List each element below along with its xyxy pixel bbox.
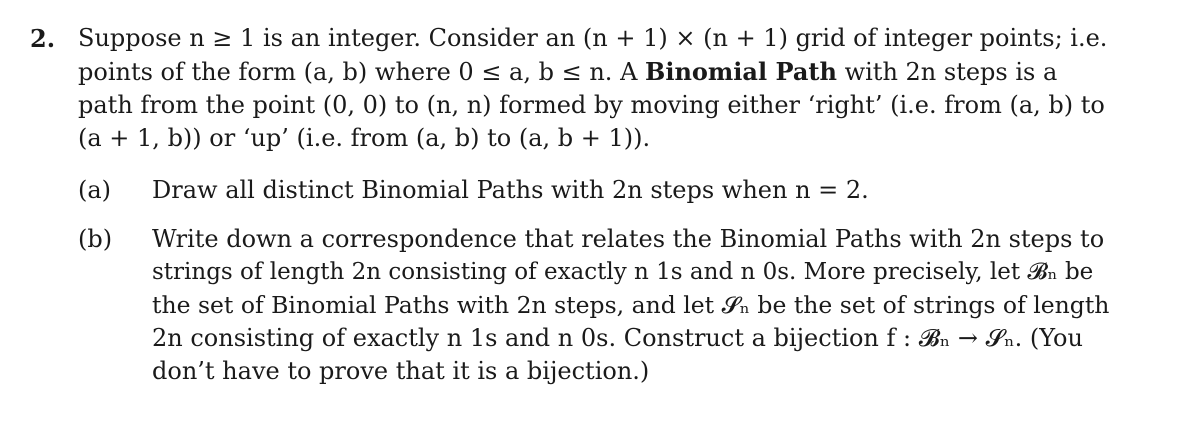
part-b-label: (b) — [78, 225, 113, 253]
problem-number: 2. — [30, 24, 56, 53]
problem-2 — [30, 22, 1150, 404]
problem-line-2-post: with 2n steps is a — [844, 58, 1058, 86]
part-b-line-2: strings of length 2n consisting of exactly n 1s and n 0s. More precisely, let 𝓑ₙ be — [152, 259, 1094, 285]
part-b-line-3: the set of Binomial Paths with 2n steps, and let 𝓢ₙ be the set of strings of length — [152, 291, 1110, 319]
problem-line-2-pre: points of the form (a, b) where 0 ≤ a, b ≤ n. A — [78, 58, 638, 86]
part-b-line-1: Write down a correspondence that relates the Binomial Paths with 2n steps to — [152, 225, 1105, 253]
part-a-text — [152, 174, 1112, 207]
problem-header — [30, 22, 1150, 155]
problem-parts — [78, 174, 1150, 388]
problem-statement — [78, 22, 1148, 155]
binomial-path-term: Binomial Path — [645, 57, 837, 86]
part-b-line-4: 2n consisting of exactly n 1s and n 0s. Construct a bijection f : 𝓑ₙ → 𝓢ₙ. (You — [152, 324, 1083, 352]
part-b-line-5: don’t have to prove that it is a bijection.) — [152, 357, 650, 385]
part-a-label: (a) — [78, 176, 112, 204]
problem-line-2 — [78, 55, 1148, 89]
part-b-text — [152, 223, 1112, 388]
problem-line-1: Suppose n ≥ 1 is an integer. Consider an (n + 1) × (n + 1) grid of integer points; i.e. — [78, 24, 1108, 52]
problem-line-3: path from the point (0, 0) to (n, n) formed by moving either ‘right’ (i.e. from (a, b) to — [78, 91, 1105, 119]
problem-line-4: (a + 1, b)) or ‘up’ (i.e. from (a, b) to (a, b + 1)). — [78, 124, 651, 152]
part-a — [78, 174, 1150, 207]
part-b — [78, 223, 1150, 388]
part-a-line-1: Draw all distinct Binomial Paths with 2n steps when n = 2. — [152, 176, 869, 204]
